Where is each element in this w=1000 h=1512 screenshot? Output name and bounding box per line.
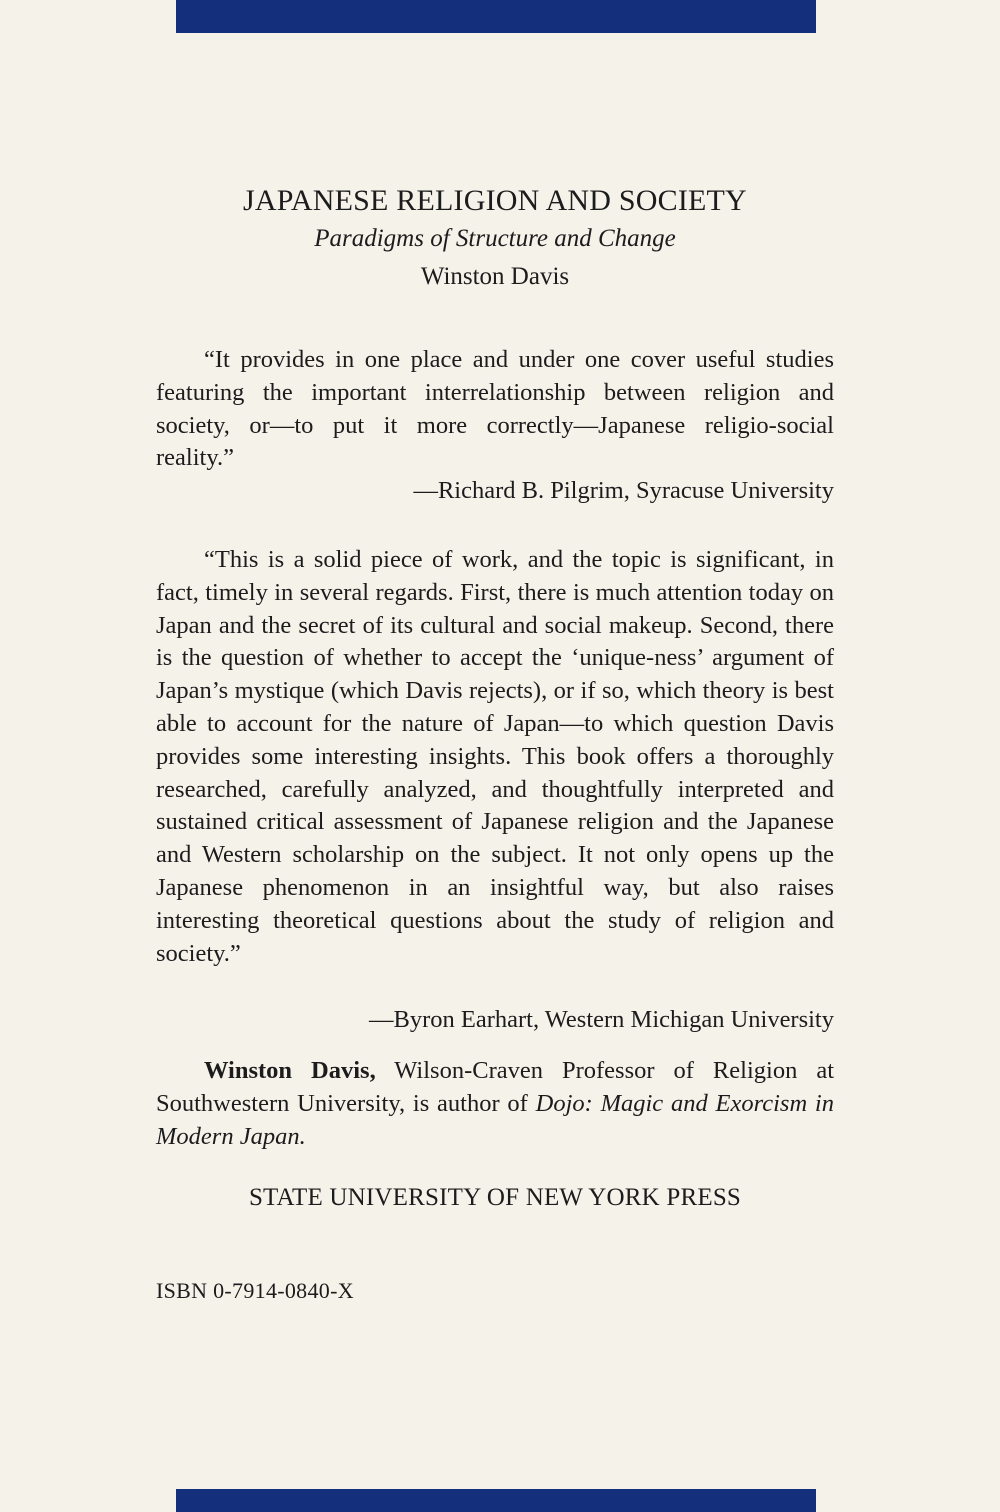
top-color-band — [176, 0, 816, 33]
book-subtitle: Paradigms of Structure and Change — [314, 225, 676, 252]
isbn-number: ISBN 0-7914-0840-X — [156, 1277, 354, 1303]
book-title: JAPANESE RELIGION AND SOCIETY — [243, 184, 747, 217]
blurb-attribution-2: —Byron Earhart, Western Michigan University — [368, 1006, 834, 1034]
author-bio-book: Dojo: Magic and Exorcism in Modern Japan. — [156, 1089, 834, 1150]
author-bio — [156, 1055, 834, 1153]
bottom-color-band — [176, 1489, 816, 1512]
book-author: Winston Davis — [420, 263, 570, 290]
blurb-quote-1: “It provides in one place and under one cover useful studies featuring the important interrelationship between religion and society, or—to put it more correctly—Japanese religio-social reality.” — [156, 346, 834, 472]
blurb-quote-2: “This is a solid piece of work, and the topic is significant, in fact, timely in several regards. First, there is much attention today on Japan and the secret of its cultural and social makeup. Second, there is the question of whether to accept the ‘unique-ness’ argument of Japan’s mystique (which Davis rejects), or if so, which theory is best able to account for the nature of Japan—to which question Davis provides some interesting insights. This book offers a thoroughly researched, carefully analyzed, and thoughtfully interpreted and sustained critical assessment of Japanese religion and the Japanese and Western scholarship on the subject. It not only opens up the Japanese phenomenon in an insightful way, but also raises interesting theoretical questions about the study of religion and society.” — [156, 545, 834, 967]
author-bio-text: Wilson-Craven Professor of Religion at Southwestern University, is author of — [156, 1057, 834, 1117]
back-cover-content — [156, 182, 834, 1304]
author-bio-name: Winston Davis, — [204, 1057, 376, 1085]
publisher-name: STATE UNIVERSITY OF NEW YORK PRESS — [248, 1183, 742, 1211]
blurb-attribution-1: —Richard B. Pilgrim, Syracuse University — [413, 477, 834, 505]
